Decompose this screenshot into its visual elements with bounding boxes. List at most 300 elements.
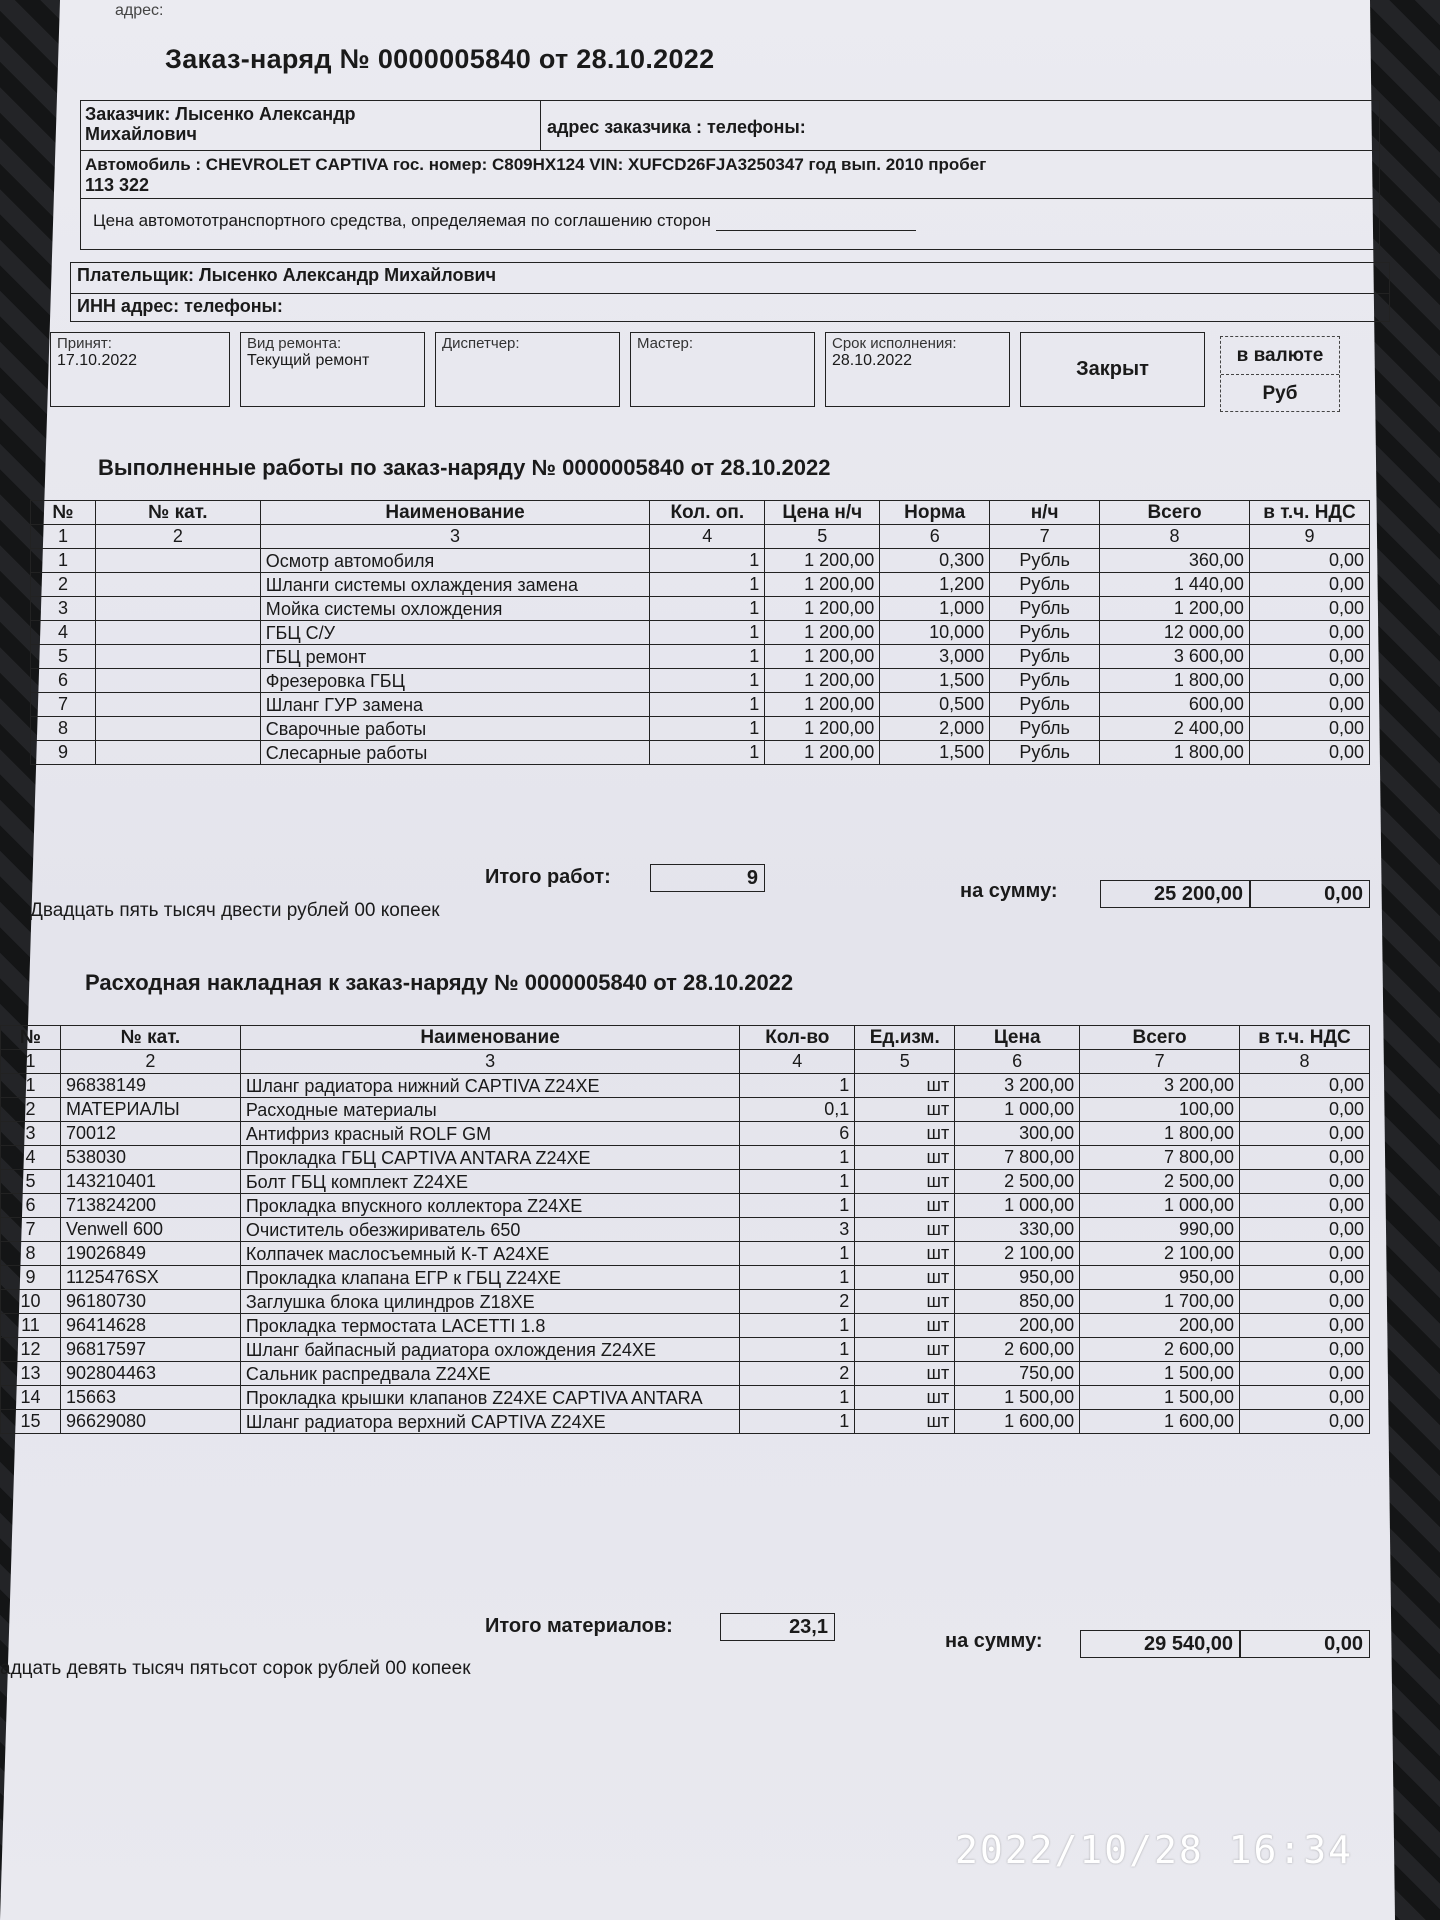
materials-amount-in-words: адцать девять тысяч пятьсот сорок рублей 00 копеек	[0, 1658, 471, 1679]
works-cell-unit: Рубль	[990, 645, 1100, 669]
materials-sum-label: на сумму:	[945, 1630, 1043, 1652]
materials-cell-qty: 2	[740, 1362, 855, 1386]
works-cell-norm: 0,500	[880, 693, 990, 717]
materials-cell-cat: 902804463	[60, 1362, 240, 1386]
materials-cell-unit: шт	[855, 1074, 955, 1098]
materials-row	[1, 1266, 1370, 1290]
materials-cell-price: 7 800,00	[955, 1146, 1080, 1170]
materials-row	[1, 1146, 1370, 1170]
materials-cell-cat: 19026849	[60, 1242, 240, 1266]
materials-cell-unit: шт	[855, 1170, 955, 1194]
materials-cell-cat: 70012	[60, 1122, 240, 1146]
materials-cell-vat: 0,00	[1240, 1410, 1370, 1434]
works-cell-vat: 0,00	[1249, 717, 1369, 741]
works-cell-qty: 1	[650, 573, 765, 597]
materials-cell-vat: 0,00	[1240, 1098, 1370, 1122]
works-cell-n: 4	[31, 621, 96, 645]
works-row	[31, 741, 1370, 765]
materials-cell-name: Прокладка впускного коллектора Z24XE	[240, 1194, 739, 1218]
materials-cell-n: 14	[1, 1386, 61, 1410]
works-cell-vat: 0,00	[1249, 669, 1369, 693]
materials-cell-name: Шланг байпасный радиатора охлождения Z24XE	[240, 1338, 739, 1362]
works-cell-total: 1 200,00	[1100, 597, 1250, 621]
works-cell-norm: 1,500	[880, 741, 990, 765]
materials-cell-unit: шт	[855, 1242, 955, 1266]
materials-cell-price: 300,00	[955, 1122, 1080, 1146]
customer-block	[80, 100, 1380, 250]
currency-box	[1220, 336, 1340, 412]
materials-cell-n: 6	[1, 1194, 61, 1218]
materials-cell-n: 7	[1, 1218, 61, 1242]
customer-address: адрес заказчика : телефоны:	[547, 117, 806, 137]
works-row	[31, 621, 1370, 645]
works-cell-name: ГБЦ С/У	[260, 621, 650, 645]
works-hnum: 3	[260, 525, 650, 549]
works-cell-cat	[95, 621, 260, 645]
materials-cell-n: 13	[1, 1362, 61, 1386]
works-cell-cat	[95, 741, 260, 765]
order-info-row	[50, 332, 1390, 442]
works-col-price: Цена н/ч	[765, 501, 880, 525]
materials-cell-n: 15	[1, 1410, 61, 1434]
materials-cell-name: Колпачек маслосъемный К-Т А24XE	[240, 1242, 739, 1266]
works-cell-qty: 1	[650, 621, 765, 645]
works-cell-n: 1	[31, 549, 96, 573]
materials-cell-cat: Venwell 600	[60, 1218, 240, 1242]
works-title: Выполненные работы по заказ-наряду № 0000005840 от 28.10.2022	[98, 455, 831, 480]
materials-cell-cat: 96180730	[60, 1290, 240, 1314]
materials-cell-unit: шт	[855, 1314, 955, 1338]
works-cell-norm: 10,000	[880, 621, 990, 645]
payer-block	[70, 262, 1390, 322]
works-col-num: №	[31, 501, 96, 525]
vehicle-line2: 113 322	[85, 175, 150, 195]
materials-title: Расходная накладная к заказ-наряду № 0000005840 от 28.10.2022	[85, 970, 794, 995]
works-cell-cat	[95, 645, 260, 669]
materials-cell-unit: шт	[855, 1410, 955, 1434]
works-cell-price: 1 200,00	[765, 621, 880, 645]
status-cell: Закрыт	[1020, 332, 1205, 407]
materials-row	[1, 1098, 1370, 1122]
materials-cell-n: 5	[1, 1170, 61, 1194]
materials-cell-qty: 0,1	[740, 1098, 855, 1122]
materials-cell-price: 1 000,00	[955, 1098, 1080, 1122]
page-title: Заказ-наряд № 0000005840 от 28.10.2022	[165, 44, 715, 74]
materials-cell-vat: 0,00	[1240, 1242, 1370, 1266]
works-cell-n: 8	[31, 717, 96, 741]
materials-cell-total: 100,00	[1080, 1098, 1240, 1122]
materials-cell-qty: 1	[740, 1410, 855, 1434]
works-total-qty: 9	[650, 864, 765, 892]
works-cell-price: 1 200,00	[765, 741, 880, 765]
accepted-value: 17.10.2022	[57, 352, 138, 369]
materials-cell-total: 2 500,00	[1080, 1170, 1240, 1194]
materials-cell-total: 3 200,00	[1080, 1074, 1240, 1098]
works-cell-name: Слесарные работы	[260, 741, 650, 765]
works-cell-vat: 0,00	[1249, 549, 1369, 573]
works-cell-total: 1 800,00	[1100, 669, 1250, 693]
materials-cell-cat: 538030	[60, 1146, 240, 1170]
materials-cell-price: 2 100,00	[955, 1242, 1080, 1266]
materials-cell-unit: шт	[855, 1362, 955, 1386]
works-cell-cat	[95, 597, 260, 621]
materials-cell-vat: 0,00	[1240, 1386, 1370, 1410]
materials-sum-vat: 0,00	[1240, 1630, 1370, 1658]
vehicle-price	[81, 199, 1379, 243]
materials-cell-name: Болт ГБЦ комплект Z24XE	[240, 1170, 739, 1194]
works-cell-price: 1 200,00	[765, 549, 880, 573]
works-sum-vat: 0,00	[1250, 880, 1370, 908]
materials-cell-vat: 0,00	[1240, 1146, 1370, 1170]
works-cell-total: 1 440,00	[1100, 573, 1250, 597]
dispatcher-cell	[435, 332, 620, 407]
materials-cell-qty: 1	[740, 1146, 855, 1170]
works-cell-n: 7	[31, 693, 96, 717]
works-cell-name: Фрезеровка ГБЦ	[260, 669, 650, 693]
works-col-vat: в т.ч. НДС	[1249, 501, 1369, 525]
materials-table	[0, 1025, 1370, 1434]
materials-cell-vat: 0,00	[1240, 1122, 1370, 1146]
works-cell-vat: 0,00	[1249, 741, 1369, 765]
materials-cell-price: 2 600,00	[955, 1338, 1080, 1362]
materials-hnum: 4	[740, 1050, 855, 1074]
materials-cell-unit: шт	[855, 1098, 955, 1122]
works-cell-name: Сварочные работы	[260, 717, 650, 741]
materials-col-total: Всего	[1080, 1026, 1240, 1050]
works-cell-norm: 1,500	[880, 669, 990, 693]
works-cell-n: 9	[31, 741, 96, 765]
works-cell-norm: 3,000	[880, 645, 990, 669]
materials-cell-qty: 3	[740, 1218, 855, 1242]
materials-cell-n: 1	[1, 1074, 61, 1098]
materials-row	[1, 1314, 1370, 1338]
master-cell	[630, 332, 815, 407]
materials-cell-n: 8	[1, 1242, 61, 1266]
works-cell-unit: Рубль	[990, 621, 1100, 645]
materials-hnum: 1	[1, 1050, 61, 1074]
materials-cell-n: 4	[1, 1146, 61, 1170]
materials-cell-unit: шт	[855, 1386, 955, 1410]
works-cell-qty: 1	[650, 645, 765, 669]
works-cell-qty: 1	[650, 669, 765, 693]
customer-name	[81, 101, 541, 150]
materials-cell-cat: 96414628	[60, 1314, 240, 1338]
materials-cell-n: 11	[1, 1314, 61, 1338]
materials-cell-unit: шт	[855, 1338, 955, 1362]
works-cell-norm: 1,000	[880, 597, 990, 621]
works-cell-total: 600,00	[1100, 693, 1250, 717]
materials-col-unit: Ед.изм.	[855, 1026, 955, 1050]
materials-cell-price: 1 500,00	[955, 1386, 1080, 1410]
works-row	[31, 573, 1370, 597]
works-col-total: Всего	[1100, 501, 1250, 525]
materials-cell-total: 1 500,00	[1080, 1386, 1240, 1410]
repair-type-cell	[240, 332, 425, 407]
materials-col-vat: в т.ч. НДС	[1240, 1026, 1370, 1050]
works-hnum: 5	[765, 525, 880, 549]
materials-cell-total: 1 000,00	[1080, 1194, 1240, 1218]
payer-details: ИНН адрес: телефоны:	[71, 293, 1389, 323]
works-cell-unit: Рубль	[990, 573, 1100, 597]
materials-hnum: 7	[1080, 1050, 1240, 1074]
works-cell-price: 1 200,00	[765, 717, 880, 741]
materials-cell-name: Антифриз красный ROLF GM	[240, 1122, 739, 1146]
materials-cell-vat: 0,00	[1240, 1170, 1370, 1194]
materials-cell-total: 1 600,00	[1080, 1410, 1240, 1434]
works-row	[31, 549, 1370, 573]
materials-cell-qty: 6	[740, 1122, 855, 1146]
materials-cell-name: Расходные материалы	[240, 1098, 739, 1122]
payer-name: Плательщик: Лысенко Александр Михайлович	[77, 265, 497, 285]
materials-cell-vat: 0,00	[1240, 1218, 1370, 1242]
materials-row	[1, 1074, 1370, 1098]
works-cell-price: 1 200,00	[765, 693, 880, 717]
materials-cell-name: Прокладка ГБЦ CAPTIVA ANTARA Z24XE	[240, 1146, 739, 1170]
materials-cell-total: 950,00	[1080, 1266, 1240, 1290]
materials-cell-name: Сальник распредвала Z24XE	[240, 1362, 739, 1386]
materials-cell-total: 2 600,00	[1080, 1338, 1240, 1362]
works-cell-price: 1 200,00	[765, 669, 880, 693]
materials-cell-cat: 96629080	[60, 1410, 240, 1434]
works-hnum: 2	[95, 525, 260, 549]
materials-cell-cat: 15663	[60, 1386, 240, 1410]
materials-cell-qty: 1	[740, 1338, 855, 1362]
materials-col-qty: Кол-во	[740, 1026, 855, 1050]
deadline-cell	[825, 332, 1010, 407]
works-col-name: Наименование	[260, 501, 650, 525]
repair-type-value: Текущий ремонт	[247, 352, 370, 369]
works-hnum: 4	[650, 525, 765, 549]
works-cell-name: Шланги системы охлаждения замена	[260, 573, 650, 597]
materials-total-qty: 23,1	[720, 1613, 835, 1641]
materials-hnum: 6	[955, 1050, 1080, 1074]
works-cell-vat: 0,00	[1249, 597, 1369, 621]
works-cell-n: 5	[31, 645, 96, 669]
works-cell-norm: 2,000	[880, 717, 990, 741]
materials-row	[1, 1338, 1370, 1362]
materials-cell-n: 12	[1, 1338, 61, 1362]
materials-row	[1, 1242, 1370, 1266]
accepted-label: Принят:	[57, 335, 112, 352]
materials-cell-qty: 1	[740, 1266, 855, 1290]
works-cell-cat	[95, 549, 260, 573]
vehicle-price-blank	[716, 230, 916, 231]
materials-cell-name: Прокладка термостата LACETTI 1.8	[240, 1314, 739, 1338]
works-cell-vat: 0,00	[1249, 573, 1369, 597]
works-hnum: 6	[880, 525, 990, 549]
deadline-value: 28.10.2022	[832, 352, 913, 369]
materials-cell-cat: 713824200	[60, 1194, 240, 1218]
works-hnum: 7	[990, 525, 1100, 549]
materials-cell-vat: 0,00	[1240, 1290, 1370, 1314]
materials-cell-qty: 2	[740, 1290, 855, 1314]
works-row	[31, 693, 1370, 717]
materials-cell-total: 2 100,00	[1080, 1242, 1240, 1266]
materials-cell-price: 2 500,00	[955, 1170, 1080, 1194]
materials-cell-total: 990,00	[1080, 1218, 1240, 1242]
works-cell-n: 2	[31, 573, 96, 597]
works-cell-name: Шланг ГУР замена	[260, 693, 650, 717]
materials-cell-vat: 0,00	[1240, 1266, 1370, 1290]
works-cell-qty: 1	[650, 597, 765, 621]
top-address-label: адрес:	[115, 2, 164, 19]
works-table	[30, 500, 1370, 765]
materials-cell-n: 10	[1, 1290, 61, 1314]
deadline-label: Срок исполнения:	[832, 335, 957, 352]
works-cell-total: 12 000,00	[1100, 621, 1250, 645]
works-cell-cat	[95, 669, 260, 693]
materials-cell-unit: шт	[855, 1122, 955, 1146]
works-row	[31, 669, 1370, 693]
works-cell-name: Осмотр автомобиля	[260, 549, 650, 573]
materials-cell-price: 950,00	[955, 1266, 1080, 1290]
materials-cell-price: 1 600,00	[955, 1410, 1080, 1434]
works-hnum: 8	[1100, 525, 1250, 549]
works-cell-name: Мойка системы охлождения	[260, 597, 650, 621]
works-cell-unit: Рубль	[990, 549, 1100, 573]
master-label: Мастер:	[637, 335, 694, 352]
works-row	[31, 717, 1370, 741]
materials-cell-unit: шт	[855, 1266, 955, 1290]
materials-cell-vat: 0,00	[1240, 1194, 1370, 1218]
vehicle-price-label: Цена автомототранспортного средства, определяемая по соглашению сторон	[93, 211, 711, 230]
works-sum-total: 25 200,00	[1100, 880, 1250, 908]
materials-cell-name: Шланг радиатора нижний CAPTIVA Z24XE	[240, 1074, 739, 1098]
vehicle-info	[81, 151, 1379, 199]
works-col-norm: Норма	[880, 501, 990, 525]
materials-hnum: 2	[60, 1050, 240, 1074]
materials-header-numbers	[1, 1050, 1370, 1074]
works-cell-cat	[95, 693, 260, 717]
works-cell-total: 360,00	[1100, 549, 1250, 573]
materials-cell-vat: 0,00	[1240, 1338, 1370, 1362]
materials-hnum: 3	[240, 1050, 739, 1074]
materials-cell-qty: 1	[740, 1194, 855, 1218]
repair-type-label: Вид ремонта:	[247, 335, 342, 352]
works-cell-price: 1 200,00	[765, 597, 880, 621]
works-cell-unit: Рубль	[990, 717, 1100, 741]
materials-cell-qty: 1	[740, 1242, 855, 1266]
materials-cell-name: Заглушка блока цилиндров Z18XE	[240, 1290, 739, 1314]
works-cell-price: 1 200,00	[765, 645, 880, 669]
materials-total-label: Итого материалов:	[485, 1615, 673, 1637]
materials-cell-unit: шт	[855, 1194, 955, 1218]
works-col-qty: Кол. оп.	[650, 501, 765, 525]
materials-sum-total: 29 540,00	[1080, 1630, 1240, 1658]
materials-cell-cat: 143210401	[60, 1170, 240, 1194]
materials-cell-vat: 0,00	[1240, 1362, 1370, 1386]
works-header-numbers	[31, 525, 1370, 549]
works-cell-name: ГБЦ ремонт	[260, 645, 650, 669]
works-total-label: Итого работ:	[485, 866, 611, 888]
works-cell-unit: Рубль	[990, 669, 1100, 693]
materials-cell-unit: шт	[855, 1146, 955, 1170]
works-cell-norm: 1,200	[880, 573, 990, 597]
works-col-unit: н/ч	[990, 501, 1100, 525]
works-cell-vat: 0,00	[1249, 693, 1369, 717]
materials-header-row	[1, 1026, 1370, 1050]
works-cell-n: 3	[31, 597, 96, 621]
currency-label: в валюте	[1236, 345, 1324, 366]
materials-row	[1, 1410, 1370, 1434]
materials-row	[1, 1170, 1370, 1194]
materials-row	[1, 1290, 1370, 1314]
dispatcher-label: Диспетчер:	[442, 335, 520, 352]
materials-cell-qty: 1	[740, 1314, 855, 1338]
works-row	[31, 597, 1370, 621]
materials-cell-qty: 1	[740, 1170, 855, 1194]
works-cell-qty: 1	[650, 549, 765, 573]
works-cell-norm: 0,300	[880, 549, 990, 573]
materials-row	[1, 1386, 1370, 1410]
works-cell-total: 1 800,00	[1100, 741, 1250, 765]
materials-cell-cat: 96838149	[60, 1074, 240, 1098]
works-cell-vat: 0,00	[1249, 621, 1369, 645]
materials-cell-cat: МАТЕРИАЛЫ	[60, 1098, 240, 1122]
materials-cell-price: 200,00	[955, 1314, 1080, 1338]
materials-cell-n: 9	[1, 1266, 61, 1290]
materials-cell-unit: шт	[855, 1218, 955, 1242]
materials-cell-n: 2	[1, 1098, 61, 1122]
accepted-cell	[50, 332, 230, 407]
materials-cell-total: 7 800,00	[1080, 1146, 1240, 1170]
works-cell-qty: 1	[650, 693, 765, 717]
works-amount-in-words: Двадцать пять тысяч двести рублей 00 копеек	[30, 900, 440, 921]
materials-cell-qty: 1	[740, 1386, 855, 1410]
materials-cell-cat: 1125476SX	[60, 1266, 240, 1290]
works-header-row	[31, 501, 1370, 525]
materials-cell-name: Шланг радиатора верхний CAPTIVA Z24XE	[240, 1410, 739, 1434]
works-row	[31, 645, 1370, 669]
works-cell-qty: 1	[650, 717, 765, 741]
materials-row	[1, 1194, 1370, 1218]
materials-row	[1, 1218, 1370, 1242]
materials-cell-total: 1 500,00	[1080, 1362, 1240, 1386]
materials-col-num: №	[1, 1026, 61, 1050]
works-cell-n: 6	[31, 669, 96, 693]
works-cell-vat: 0,00	[1249, 645, 1369, 669]
materials-cell-total: 200,00	[1080, 1314, 1240, 1338]
works-cell-unit: Рубль	[990, 597, 1100, 621]
vehicle-line1: Автомобиль : CHEVROLET CAPTIVA гос. номер: С809НХ124 VIN: XUFCD26FJA3250347 год вып. 2010 пробег	[85, 155, 987, 174]
materials-cell-name: Прокладка клапана ЕГР к ГБЦ Z24XE	[240, 1266, 739, 1290]
works-cell-unit: Рубль	[990, 693, 1100, 717]
photo-timestamp: 2022/10/28 16:34	[955, 1828, 1354, 1872]
works-cell-total: 3 600,00	[1100, 645, 1250, 669]
works-cell-cat	[95, 717, 260, 741]
materials-cell-price: 330,00	[955, 1218, 1080, 1242]
materials-cell-price: 750,00	[955, 1362, 1080, 1386]
works-cell-cat	[95, 573, 260, 597]
materials-cell-price: 850,00	[955, 1290, 1080, 1314]
works-cell-qty: 1	[650, 741, 765, 765]
materials-cell-vat: 0,00	[1240, 1314, 1370, 1338]
materials-hnum: 5	[855, 1050, 955, 1074]
works-sum-label: на сумму:	[960, 880, 1058, 902]
customer-name-line1: Заказчик: Лысенко Александр	[85, 104, 356, 124]
materials-cell-qty: 1	[740, 1074, 855, 1098]
works-cell-unit: Рубль	[990, 741, 1100, 765]
materials-cell-price: 3 200,00	[955, 1074, 1080, 1098]
materials-cell-total: 1 700,00	[1080, 1290, 1240, 1314]
materials-cell-unit: шт	[855, 1290, 955, 1314]
customer-name-line2: Михайлович	[85, 124, 197, 144]
materials-cell-name: Очиститель обезжириватель 650	[240, 1218, 739, 1242]
materials-col-cat: № кат.	[60, 1026, 240, 1050]
materials-hnum: 8	[1240, 1050, 1370, 1074]
materials-cell-cat: 96817597	[60, 1338, 240, 1362]
currency-value: Руб	[1221, 374, 1339, 411]
